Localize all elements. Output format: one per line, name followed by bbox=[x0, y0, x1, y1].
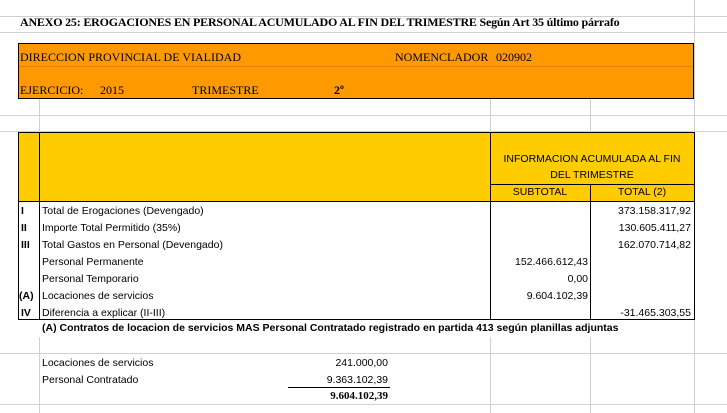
info-header-line1: INFORMACION ACUMULADA AL FIN bbox=[503, 153, 681, 165]
table-border bbox=[490, 184, 695, 185]
gridline bbox=[0, 115, 727, 116]
page-title: ANEXO 25: EROGACIONES EN PERSONAL ACUMULADO AL FIN DEL TRIMESTRE Según Art 35 último párrafo bbox=[20, 15, 620, 29]
row-total: 373.158.317,92 bbox=[618, 205, 691, 217]
ejercicio-value: 2015 bbox=[100, 83, 124, 97]
row-label: Locaciones de servicios bbox=[42, 290, 154, 302]
note-text: (A) Contratos de locacion de servicios MAS Personal Contratado registrado en partida 413 según planillas adjuntas bbox=[42, 322, 619, 334]
gridline bbox=[490, 337, 491, 413]
nomenclador-value: 020902 bbox=[496, 50, 532, 64]
row-total: -31.465.303,55 bbox=[620, 307, 691, 319]
row-label: Diferencia a explicar (II-III) bbox=[42, 307, 166, 319]
detail-label: Locaciones de servicios bbox=[42, 357, 154, 369]
table-border bbox=[694, 132, 695, 320]
gridline bbox=[0, 404, 727, 405]
gridline bbox=[19, 66, 693, 67]
trimestre-label: TRIMESTRE bbox=[192, 83, 259, 97]
row-subtotal: 0,00 bbox=[567, 273, 588, 285]
row-subtotal: 152.466.612,43 bbox=[515, 256, 588, 268]
col-subtotal-header: SUBTOTAL bbox=[512, 186, 568, 198]
detail-value: 9.363.102,39 bbox=[326, 374, 388, 386]
table-border bbox=[39, 132, 40, 320]
row-code: IV bbox=[21, 307, 31, 319]
gridline bbox=[590, 98, 591, 132]
col-total-header: TOTAL (2) bbox=[617, 186, 667, 198]
nomenclador-label: NOMENCLADOR bbox=[395, 50, 489, 64]
row-total: 162.070.714,82 bbox=[618, 239, 691, 251]
info-header-line2: DEL TRIMESTRE bbox=[550, 169, 634, 181]
row-label: Personal Permanente bbox=[42, 256, 144, 268]
row-code: II bbox=[21, 222, 27, 234]
gridline bbox=[0, 32, 727, 33]
gridline bbox=[0, 353, 727, 354]
detail-total: 9.604.102,39 bbox=[330, 390, 388, 402]
org-name: DIRECCION PROVINCIAL DE VIALIDAD bbox=[20, 50, 241, 64]
trimestre-value: 2º bbox=[334, 83, 344, 97]
row-code: III bbox=[21, 239, 30, 251]
row-label: Personal Temporario bbox=[42, 273, 139, 285]
table-border bbox=[18, 319, 695, 320]
gridline bbox=[39, 337, 40, 413]
row-subtotal: 9.604.102,39 bbox=[526, 290, 588, 302]
row-label: Total de Erogaciones (Devengado) bbox=[42, 205, 204, 217]
row-label: Importe Total Permitido (35%) bbox=[42, 222, 181, 234]
gridline bbox=[590, 337, 591, 413]
table-border bbox=[18, 132, 695, 133]
detail-total-line bbox=[288, 387, 390, 388]
row-total: 130.605.411,27 bbox=[618, 222, 691, 234]
gridline bbox=[39, 98, 40, 132]
table-border bbox=[18, 201, 695, 202]
row-code: (A) bbox=[19, 290, 34, 302]
ejercicio-label: EJERCICIO: bbox=[20, 83, 84, 97]
detail-value: 241.000,00 bbox=[335, 357, 388, 369]
gridline bbox=[490, 98, 491, 132]
row-code: I bbox=[21, 205, 24, 217]
row-label: Total Gastos en Personal (Devengado) bbox=[42, 239, 223, 251]
detail-label: Personal Contratado bbox=[42, 374, 139, 386]
